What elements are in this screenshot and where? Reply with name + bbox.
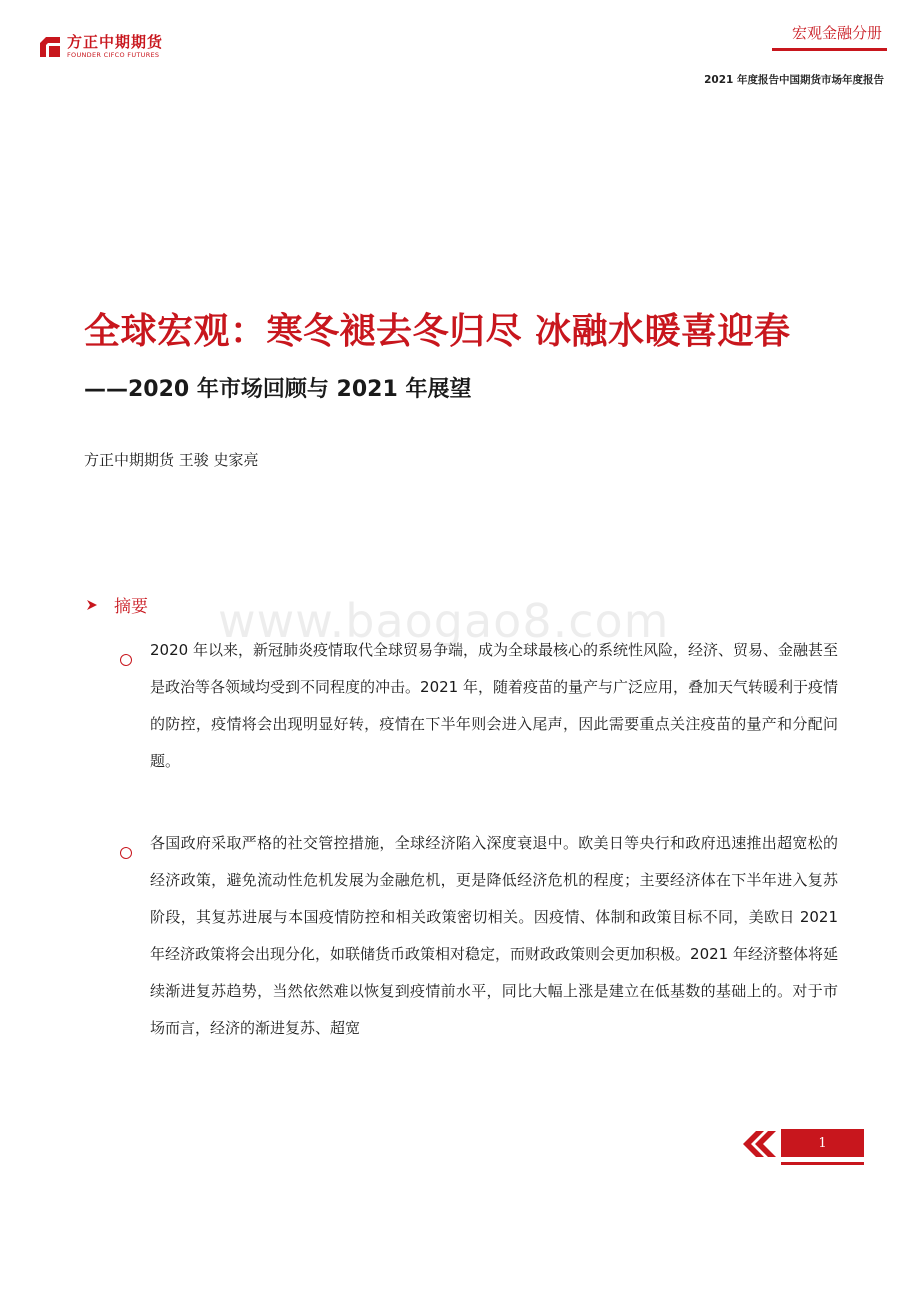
page-number-underline <box>781 1162 864 1165</box>
page-number: 1 <box>781 1129 864 1157</box>
double-chevron-left-icon <box>740 1129 776 1159</box>
page-nav-decoration <box>740 1129 776 1163</box>
company-logo <box>38 34 163 59</box>
main-title: 全球宏观：寒冬褪去冬归尽 冰融水暖喜迎春 <box>84 311 791 352</box>
summary-paragraph <box>120 825 838 1047</box>
subtitle: ——2020 年市场回顾与 2021 年展望 <box>84 377 472 402</box>
logo-english-name: FOUNDER CIFCO FUTURES <box>67 51 160 59</box>
summary-heading <box>86 592 148 617</box>
section-tag: 宏观金融分册 <box>791 24 882 42</box>
circle-bullet-icon <box>120 654 132 666</box>
header-accent-line <box>772 48 887 51</box>
logo-chinese-name: 方正中期期货 <box>67 33 164 51</box>
watermark: www.baogao8.com <box>218 594 670 648</box>
report-tag: 2021 年度报告中国期货市场年度报告 <box>704 74 884 86</box>
paragraph-text: 2020 年以来，新冠肺炎疫情取代全球贸易争端，成为全球最核心的系统性风险，经济、贸易、金融甚至是政治等各领域均受到不同程度的冲击。2021 年，随着疫苗的量产与广泛应用，叠加天气转暖利于疫情的防控，疫情将会出现明显好转，疫情在下半年则会进入尾声，因此需要重点关注疫苗的量产和分配问题。 <box>150 641 838 770</box>
circle-bullet-icon <box>120 847 132 859</box>
founder-logo-icon <box>38 35 62 59</box>
summary-title: 摘要 <box>114 597 148 617</box>
paragraph-text: 各国政府采取严格的社交管控措施，全球经济陷入深度衰退中。欧美日等央行和政府迅速推出超宽松的经济政策，避免流动性危机发展为金融危机，更是降低经济危机的程度；主要经济体在下半年进入复苏阶段，其复苏进展与本国疫情防控和相关政策密切相关。因疫情、体制和政策目标不同，美欧日 2021 年经济政策将会出现分化，如联储货币政策相对稳定，而财政政策则会更加积极。2021 年经济整体将延续渐进复苏趋势，当然依然难以恢复到疫情前水平，同比大幅上涨是建立在低基数的基础上的。对于市场而言，经济的渐进复苏、超宽 <box>150 834 838 1037</box>
summary-paragraph <box>120 632 838 780</box>
authors-line: 方正中期期货 王骏 史家亮 <box>84 451 259 469</box>
arrow-bullet-icon <box>86 599 98 611</box>
